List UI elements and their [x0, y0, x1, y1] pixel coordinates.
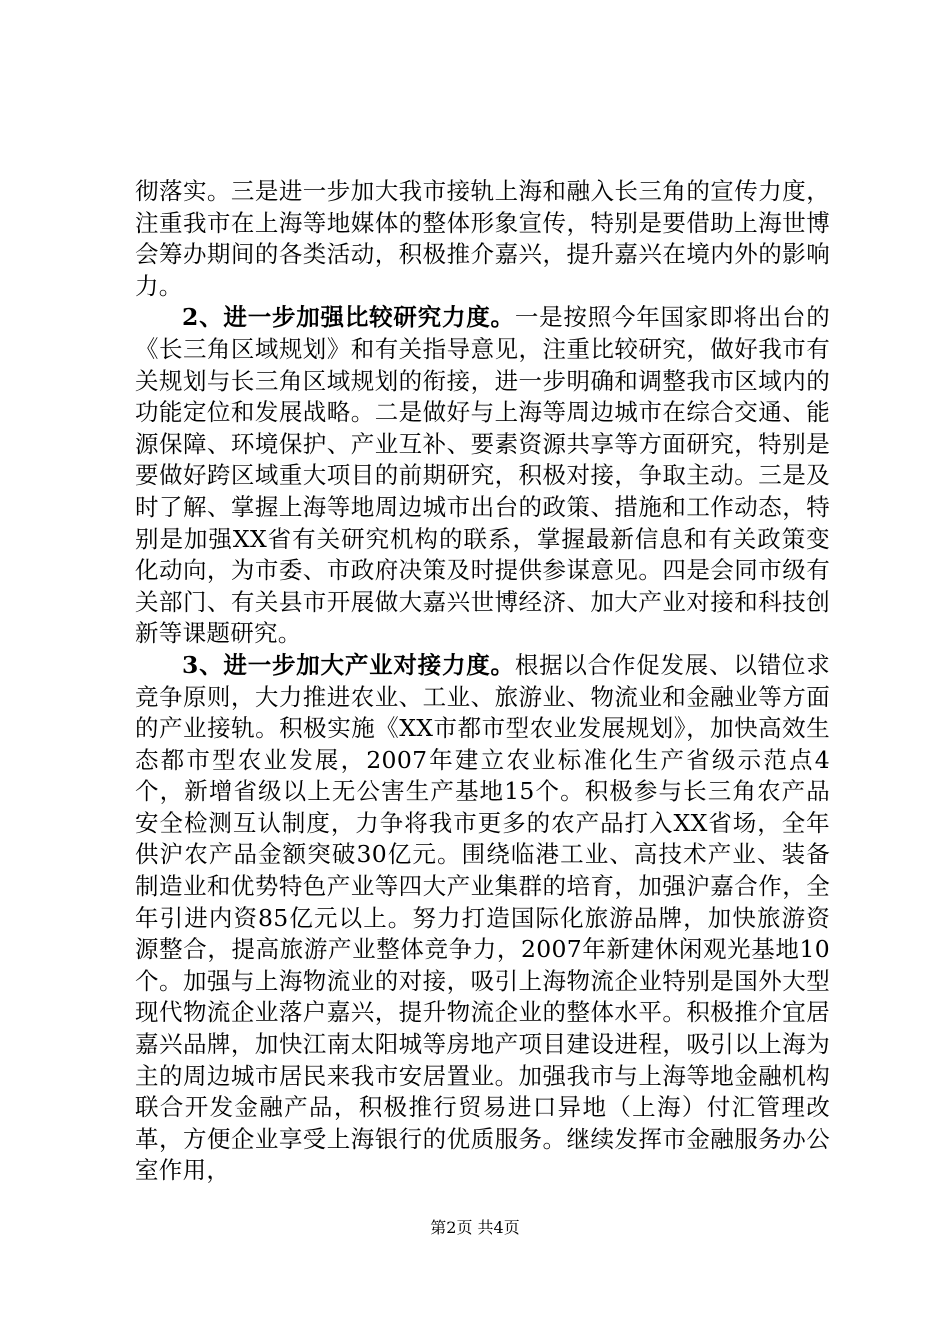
paragraph-text: 彻落实。三是进一步加大我市接轨上海和融入长三角的宣传力度，注重我市在上海等地媒体的整体形象宣传，特别是要借助上海世博会筹办期间的各类活动，积极推介嘉兴，提升嘉兴在境内外的影响力。: [135, 177, 830, 300]
paragraph-industry-docking: [135, 650, 830, 1187]
paragraph-continuation: [135, 176, 830, 302]
paragraph-text: 一是按照今年国家即将出台的《长三角区域规划》和有关指导意见，注重比较研究，做好我市有关规划与长三角区域规划的衔接，进一步明确和调整我市区域内的功能定位和发展战略。二是做好与上海等周边城市在综合交通、能源保障、环境保护、产业互补、要素资源共享等方面研究，特别是要做好跨区域重大项目的前期研究，积极对接，争取主动。三是及时了解、掌握上海等地周边城市出台的政策、措施和工作动态，特别是加强XX省有关研究机构的联系，掌握最新信息和有关政策变化动向，为市委、市政府决策及时提供参谋意见。四是会同市级有关部门、有关县市开展做大嘉兴世博经济、加大产业对接和科技创新等课题研究。: [135, 303, 830, 648]
paragraph-comparative-research: [135, 302, 830, 650]
paragraph-text: 根据以合作促发展、以错位求竞争原则，大力推进农业、工业、旅游业、物流业和金融业等方面的产业接轨。积极实施《XX市都市型农业发展规划》，加快高效生态都市型农业发展，2007年建立农业标准化生产省级示范点4个，新增省级以上无公害生产基地15个。积极参与长三角农产品安全检测互认制度，力争将我市更多的农产品打入XX省场，全年供沪农产品金额突破30亿元。围绕临港工业、高技术产业、装备制造业和优势特色产业等四大产业集群的培育，加强沪嘉合作，全年引进内资85亿元以上。努力打造国际化旅游品牌，加快旅游资源整合，提高旅游产业整体竞争力，2007年新建休闲观光基地10个。加强与上海物流业的对接，吸引上海物流企业特别是国外大型现代物流企业落户嘉兴，提升物流企业的整体水平。积极推介宜居嘉兴品牌，加快江南太阳城等房地产项目建设进程，吸引以上海为主的周边城市居民来我市安居置业。加强我市与上海等地金融机构联合开发金融产品，积极推行贸易进口异地（上海）付汇管理改革，方便企业享受上海银行的优质服务。继续发挥市金融服务办公室作用，: [135, 650, 830, 1185]
page-number-footer: 第2页 共4页: [430, 1218, 520, 1237]
paragraph-heading: 2、进一步加强比较研究力度。: [182, 303, 515, 332]
paragraph-heading: 3、进一步加大产业对接力度。: [182, 650, 515, 679]
document-body: [135, 176, 830, 1187]
